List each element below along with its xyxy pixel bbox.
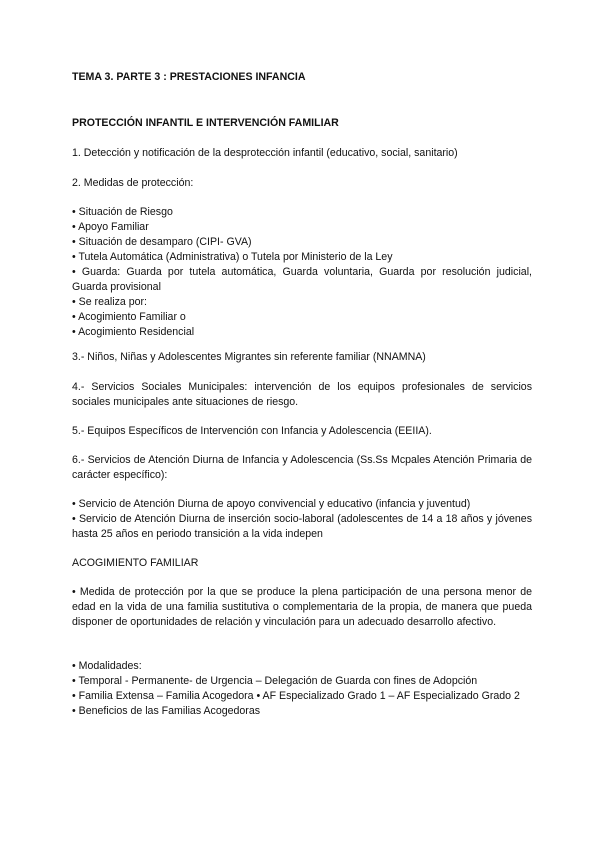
list-item: • Situación de Riesgo: [72, 206, 173, 218]
list-item: • Se realiza por:: [72, 296, 147, 308]
item-6: 6.- Servicios de Atención Diurna de Infancia y Adolescencia (Ss.Ss Mcpales Atención Primaria de carácter específico):: [72, 454, 532, 481]
item-5: 5.- Equipos Específicos de Intervención con Infancia y Adolescencia (EEIIA).: [72, 425, 432, 437]
list-item: • Modalidades:: [72, 660, 142, 672]
list-item: • Servicio de Atención Diurna de inserción socio-laboral (adolescentes de 14 a 18 años y jóvenes hasta 25 años en periodo transición a la vida indepen: [72, 513, 532, 540]
list-item: • Beneficios de las Familias Acogedoras: [72, 705, 261, 717]
protection-measures-list: [72, 205, 532, 340]
item-2: 2. Medidas de protección:: [72, 177, 194, 189]
list-item: • Acogimiento Residencial: [72, 326, 195, 338]
list-item: • Apoyo Familiar: [72, 221, 149, 233]
item-4: 4.- Servicios Sociales Municipales: intervención de los equipos profesionales de servicios sociales municipales ante situaciones de riesgo.: [72, 381, 532, 408]
list-item: • Acogimiento Familiar o: [72, 311, 186, 323]
item-3: 3.- Niños, Niñas y Adolescentes Migrantes sin referente familiar (NNAMNA): [72, 351, 426, 363]
document-title: TEMA 3. PARTE 3 : PRESTACIONES INFANCIA: [72, 71, 306, 83]
foster-heading: ACOGIMIENTO FAMILIAR: [72, 557, 199, 569]
list-item: • Guarda: Guarda por tutela automática, Guarda voluntaria, Guarda por resolución judicial, Guarda provisional: [72, 266, 532, 293]
list-item: • Situación de desamparo (CIPI- GVA): [72, 236, 252, 248]
list-item: • Familia Extensa – Familia Acogedora • AF Especializado Grado 1 – AF Especializado Grado 2: [72, 690, 520, 702]
list-item: • Tutela Automática (Administrativa) o Tutela por Ministerio de la Ley: [72, 251, 393, 263]
foster-definition: • Medida de protección por la que se produce la plena participación de una persona menor de edad en la vida de una familia sustitutiva o complementaria de la propia, de manera que pueda disponer de oportunidades de relación y vinculación para un adecuado desarrollo afectivo.: [72, 586, 532, 628]
item-1: 1. Detección y notificación de la desprotección infantil (educativo, social, sanitario): [72, 147, 458, 159]
services-list: [72, 497, 532, 542]
modalities-list: [72, 659, 532, 719]
list-item: • Servicio de Atención Diurna de apoyo convivencial y educativo (infancia y juventud): [72, 498, 471, 510]
list-item: • Temporal - Permanente- de Urgencia – Delegación de Guarda con fines de Adopción: [72, 675, 478, 687]
section-heading: PROTECCIÓN INFANTIL E INTERVENCIÓN FAMILIAR: [72, 117, 339, 129]
